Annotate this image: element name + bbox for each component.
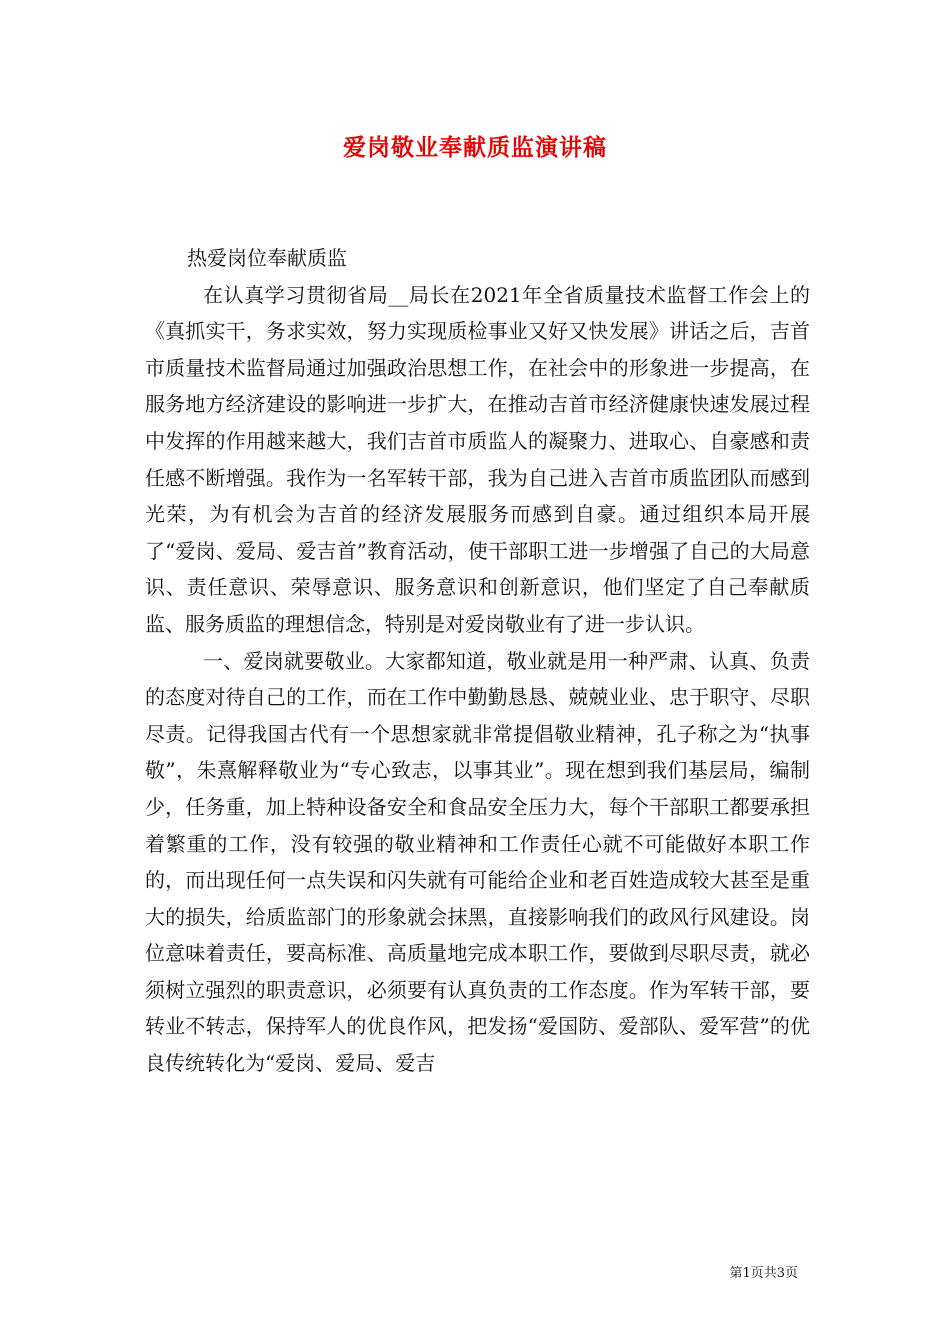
- paragraph-section-one: 一、爱岗就要敬业。大家都知道，敬业就是用一种严肃、认真、负责的态度对待自己的工作，而在工作中勤勤恳恳、兢兢业业、忠于职守、尽职尽责。记得我国古代有一个思想家就非常提倡敬业精神，孔子称之为“执事敬”，朱熹解释敬业为“专心致志，以事其业”。现在想到我们基层局，编制少，任务重，加上特种设备安全和食品安全压力大，每个干部职工都要承担着繁重的工作，没有较强的敬业精神和工作责任心就不可能做好本职工作的，而出现任何一点失误和闪失就有可能给企业和老百姓造成较大甚至是重大的损失，给质监部门的形象就会抹黑，直接影响我们的政风行风建设。岗位意味着责任，要高标准、高质量地完成本职工作，要做到尽职尽责，就必须树立强烈的职责意识，必须要有认真负责的工作态度。作为军转干部，要转业不转志，保持军人的优良作风，把发扬“爱国防、爱部队、爱军营”的优良传统转化为“爱岗、爱局、爱吉: [145, 648, 810, 1076]
- document-subtitle: 热爱岗位奉献质监: [187, 246, 347, 270]
- document-body: [145, 240, 810, 1082]
- page-indicator: 第1页共3页: [729, 1266, 798, 1281]
- paragraph-intro: 在认真学习贯彻省局__局长在2021年全省质量技术监督工作会上的《真抓实干，务求实效，努力实现质检事业又好又快发展》讲话之后，吉首市质量技术监督局通过加强政治思想工作，在社会中的形象进一步提高，在服务地方经济建设的影响进一步扩大，在推动吉首市经济健康快速发展过程中发挥的作用越来越大，我们吉首市质监人的凝聚力、进取心、自豪感和责任感不断增强。我作为一名军转干部，我为自己进入吉首市质监团队而感到光荣，为有机会为吉首的经济发展服务而感到自豪。通过组织本局开展了“爱岗、爱局、爱吉首”教育活动，使干部职工进一步增强了自己的大局意识、责任意识、荣辱意识、服务意识和创新意识，他们坚定了自己奉献质监、服务质监的理想信念，特别是对爱岗敬业有了进一步认识。: [145, 282, 810, 636]
- document-title: 爱岗敬业奉献质监演讲稿: [343, 134, 607, 161]
